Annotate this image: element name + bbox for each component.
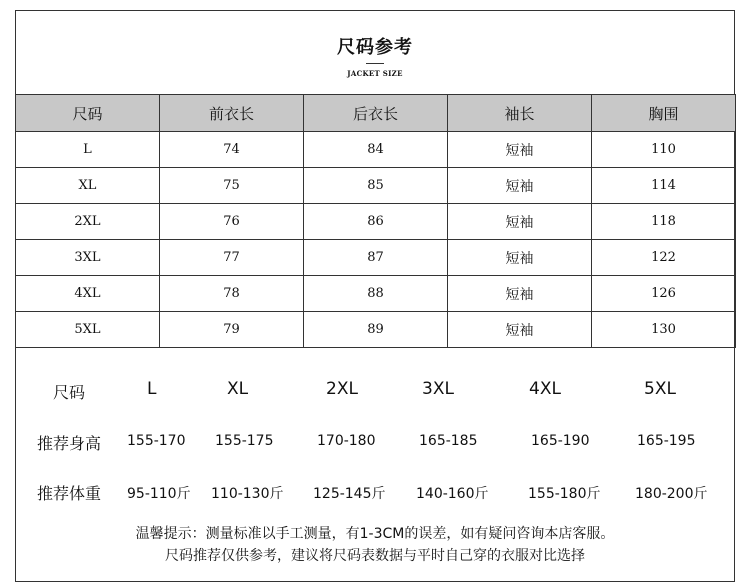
recommend-weight: 140-160斤 <box>416 486 489 502</box>
notice-line-2: 尺码推荐仅供参考，建议将尺码表数据与平时自己穿的衣服对比选择 <box>165 548 585 564</box>
table-cell: 87 <box>304 240 448 276</box>
page-subtitle: JACKET SIZE <box>347 69 403 78</box>
column-header: 袖长 <box>448 95 592 132</box>
page-title: 尺码参考 <box>337 37 413 58</box>
table-cell: 短袖 <box>448 132 592 168</box>
recommend-size: XL <box>227 379 249 399</box>
recommend-size: L <box>147 379 157 399</box>
recommend-weight: 95-110斤 <box>127 486 191 502</box>
table-cell: 110 <box>592 132 736 168</box>
table-cell: 84 <box>304 132 448 168</box>
recommend-size-label: 尺码 <box>53 383 86 402</box>
size-chart-frame <box>15 10 735 582</box>
table-cell: 86 <box>304 204 448 240</box>
table-cell: 2XL <box>16 204 160 240</box>
table-cell: 短袖 <box>448 204 592 240</box>
table-cell: 126 <box>592 276 736 312</box>
table-cell: 88 <box>304 276 448 312</box>
table-cell: 3XL <box>16 240 160 276</box>
table-cell: XL <box>16 168 160 204</box>
table-cell: 78 <box>160 276 304 312</box>
notice-line-1: 温馨提示：测量标准以手工测量，有1-3CM的误差，如有疑问咨询本店客服。 <box>135 526 615 542</box>
column-header: 胸围 <box>592 95 736 132</box>
recommend-height: 165-195 <box>637 433 696 449</box>
recommend-size: 2XL <box>326 379 358 399</box>
table-cell: 130 <box>592 312 736 348</box>
recommend-size: 3XL <box>422 379 454 399</box>
recommend-size: 4XL <box>529 379 561 399</box>
table-cell: 77 <box>160 240 304 276</box>
table-cell: 89 <box>304 312 448 348</box>
table-cell: 4XL <box>16 276 160 312</box>
recommendation-section <box>16 11 734 581</box>
recommend-size: 5XL <box>644 379 676 399</box>
table-cell: 短袖 <box>448 240 592 276</box>
table-cell: 74 <box>160 132 304 168</box>
recommend-weight: 180-200斤 <box>635 486 708 502</box>
recommend-height: 170-180 <box>317 433 376 449</box>
table-cell: 85 <box>304 168 448 204</box>
table-cell: 75 <box>160 168 304 204</box>
recommend-height-label: 推荐身高 <box>37 434 102 453</box>
table-cell: 79 <box>160 312 304 348</box>
recommend-height: 165-190 <box>531 433 590 449</box>
recommend-height: 165-185 <box>419 433 478 449</box>
table-cell: 76 <box>160 204 304 240</box>
table-cell: 114 <box>592 168 736 204</box>
column-header: 前衣长 <box>160 95 304 132</box>
table-cell: 5XL <box>16 312 160 348</box>
table-cell: 122 <box>592 240 736 276</box>
recommend-weight: 110-130斤 <box>211 486 284 502</box>
table-cell: 短袖 <box>448 168 592 204</box>
table-cell: 短袖 <box>448 312 592 348</box>
recommend-height: 155-170 <box>127 433 186 449</box>
table-cell: 118 <box>592 204 736 240</box>
recommend-weight-label: 推荐体重 <box>37 484 102 503</box>
recommend-weight: 125-145斤 <box>313 486 386 502</box>
column-header: 后衣长 <box>304 95 448 132</box>
table-cell: 短袖 <box>448 276 592 312</box>
recommend-height: 155-175 <box>215 433 274 449</box>
table-cell: L <box>16 132 160 168</box>
recommend-weight: 155-180斤 <box>528 486 601 502</box>
column-header: 尺码 <box>16 95 160 132</box>
